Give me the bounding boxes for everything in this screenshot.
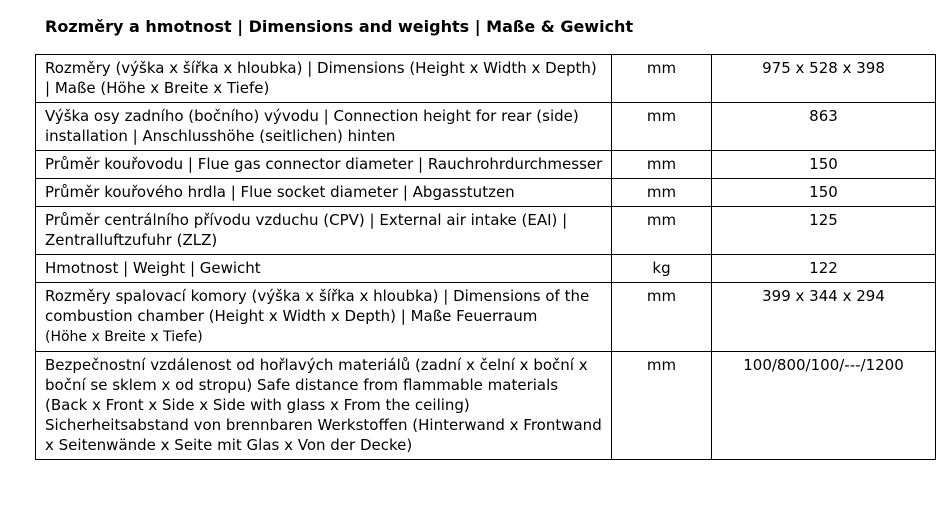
row-value: 122 <box>712 255 936 283</box>
row-unit: kg <box>612 255 712 283</box>
row-description-cell <box>36 283 612 352</box>
row-value: 150 <box>712 179 936 207</box>
specifications-table <box>35 54 936 460</box>
row-unit: mm <box>612 151 712 179</box>
table-row <box>36 255 936 283</box>
row-value: 150 <box>712 151 936 179</box>
row-value: 399 x 344 x 294 <box>712 283 936 352</box>
row-description: Průměr kouřového hrdla | Flue socket diameter | Abgasstutzen <box>36 179 612 207</box>
row-description: Výška osy zadního (bočního) vývodu | Connection height for rear (side) installation | Anschlusshöhe (seitlichen) hinten <box>36 103 612 151</box>
row-unit: mm <box>612 55 712 103</box>
row-description: Hmotnost | Weight | Gewicht <box>36 255 612 283</box>
row-value: 863 <box>712 103 936 151</box>
table-row <box>36 283 936 352</box>
row-description: Průměr centrálního přívodu vzduchu (CPV) | External air intake (EAI) | Zentralluftzufuhr (ZLZ) <box>36 207 612 255</box>
table-row <box>36 55 936 103</box>
row-description: Rozměry spalovací komory (výška x šířka x hloubka) | Dimensions of the combustion chamber (Height x Width x Depth) | Maße Feuerraum <box>45 287 590 325</box>
row-value: 125 <box>712 207 936 255</box>
row-description: Rozměry (výška x šířka x hloubka) | Dimensions (Height x Width x Depth) | Maße (Höhe x Breite x Tiefe) <box>36 55 612 103</box>
table-row <box>36 352 936 460</box>
row-unit: mm <box>612 352 712 460</box>
table-row <box>36 103 936 151</box>
row-unit: mm <box>612 207 712 255</box>
row-description-sub: (Höhe x Breite x Tiefe) <box>45 329 203 345</box>
row-description: Bezpečnostní vzdálenost od hořlavých materiálů (zadní x čelní x boční x boční se sklem x od stropu) Safe distance from flammable materials (Back x Front x Side x Side with glass x From the ceiling) Sicherheitsabstand von brennbaren Werkstoffen (Hinterwand x Frontwand x Seitenwände x Seite mit Glas x Von der Decke) <box>36 352 612 460</box>
row-value: 100/800/100/---/1200 <box>712 352 936 460</box>
table-row <box>36 207 936 255</box>
section-heading: Rozměry a hmotnost | Dimensions and weights | Maße & Gewicht <box>45 17 634 36</box>
row-unit: mm <box>612 283 712 352</box>
row-value: 975 x 528 x 398 <box>712 55 936 103</box>
table-row <box>36 179 936 207</box>
row-unit: mm <box>612 103 712 151</box>
table-row <box>36 151 936 179</box>
row-unit: mm <box>612 179 712 207</box>
row-description: Průměr kouřovodu | Flue gas connector diameter | Rauchrohrdurchmesser <box>36 151 612 179</box>
